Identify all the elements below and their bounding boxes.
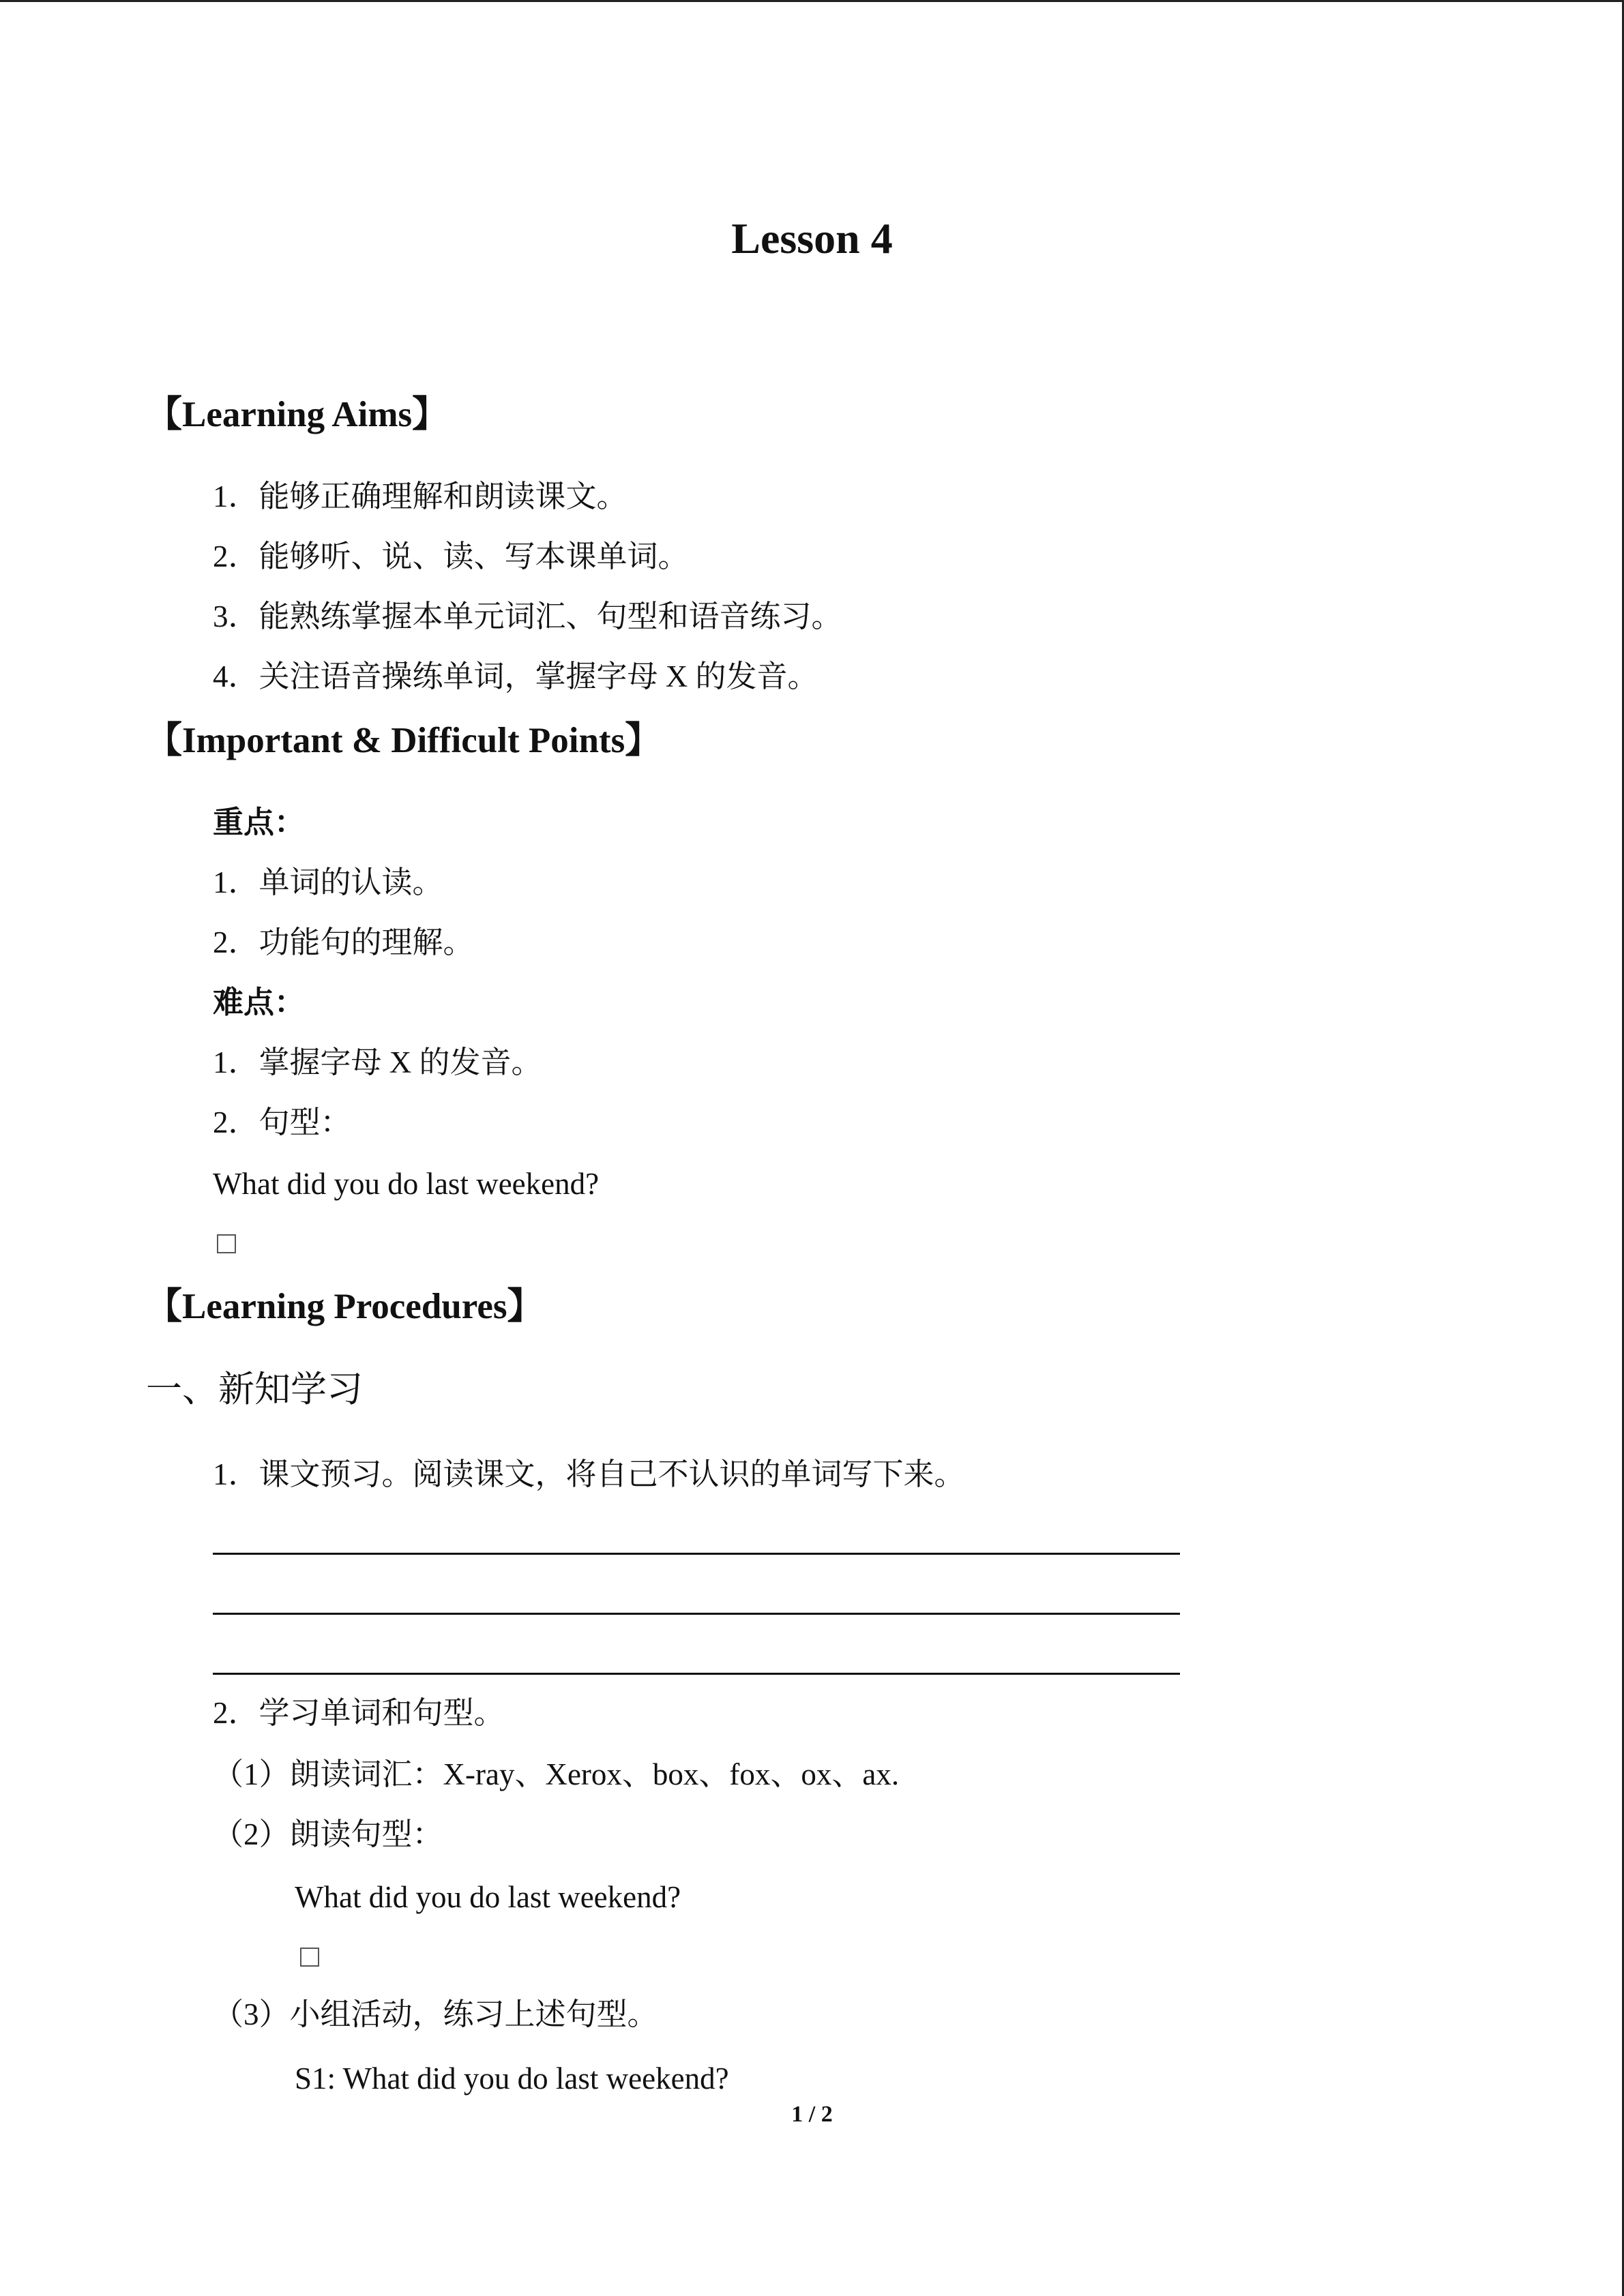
sub-step-2-sentences: （2）朗读句型：	[213, 1817, 443, 1851]
sub-step-3-group: （3）小组活动，练习上述句型。	[213, 1997, 658, 2031]
answer-line-1[interactable]	[213, 1553, 1180, 1555]
page-top-border	[0, 0, 1624, 2]
key-point-1: 1．单词的认读。	[213, 865, 443, 899]
step-2-learn: 2．学习单词和句型。	[213, 1696, 505, 1730]
aim-item-1: 1．能够正确理解和朗读课文。	[213, 479, 628, 513]
dialog-line-s1: S1: What did you do last weekend?	[295, 2061, 729, 2096]
sub-step-2-sentence: What did you do last weekend?	[295, 1880, 681, 1914]
difficult-point-2: 2．句型：	[213, 1105, 351, 1139]
placeholder-box	[217, 1234, 236, 1253]
section-new-knowledge: 一、新知学习	[146, 1370, 363, 1410]
difficult-point-1: 1．掌握字母 X 的发音。	[213, 1045, 542, 1079]
difficult-points-label: 难点：	[213, 985, 306, 1019]
key-point-2: 2．功能句的理解。	[213, 925, 474, 959]
sub-step-1-vocabulary: （1）朗读词汇：X-ray、Xerox、box、fox、ox、ax.	[213, 1757, 900, 1791]
learning-procedures-heading: 【Learning Procedures】	[146, 1287, 544, 1326]
answer-line-2[interactable]	[213, 1613, 1180, 1615]
key-sentence: What did you do last weekend?	[213, 1167, 600, 1201]
aim-item-4: 4．关注语音操练单词，掌握字母 X 的发音。	[213, 659, 818, 694]
answer-line-3[interactable]	[213, 1673, 1180, 1675]
aim-item-3: 3．能熟练掌握本单元词汇、句型和语音练习。	[213, 599, 842, 633]
page-number: 1 / 2	[791, 2102, 833, 2127]
important-points-heading: 【Important & Difficult Points】	[146, 721, 662, 760]
learning-aims-heading: 【Learning Aims】	[146, 395, 449, 434]
page-title: Lesson 4	[731, 214, 893, 263]
placeholder-box-2	[300, 1948, 319, 1967]
key-points-label: 重点：	[213, 805, 306, 839]
aim-item-2: 2．能够听、说、读、写本课单词。	[213, 539, 689, 573]
step-1-preview: 1．课文预习。阅读课文，将自己不认识的单词写下来。	[213, 1457, 965, 1491]
